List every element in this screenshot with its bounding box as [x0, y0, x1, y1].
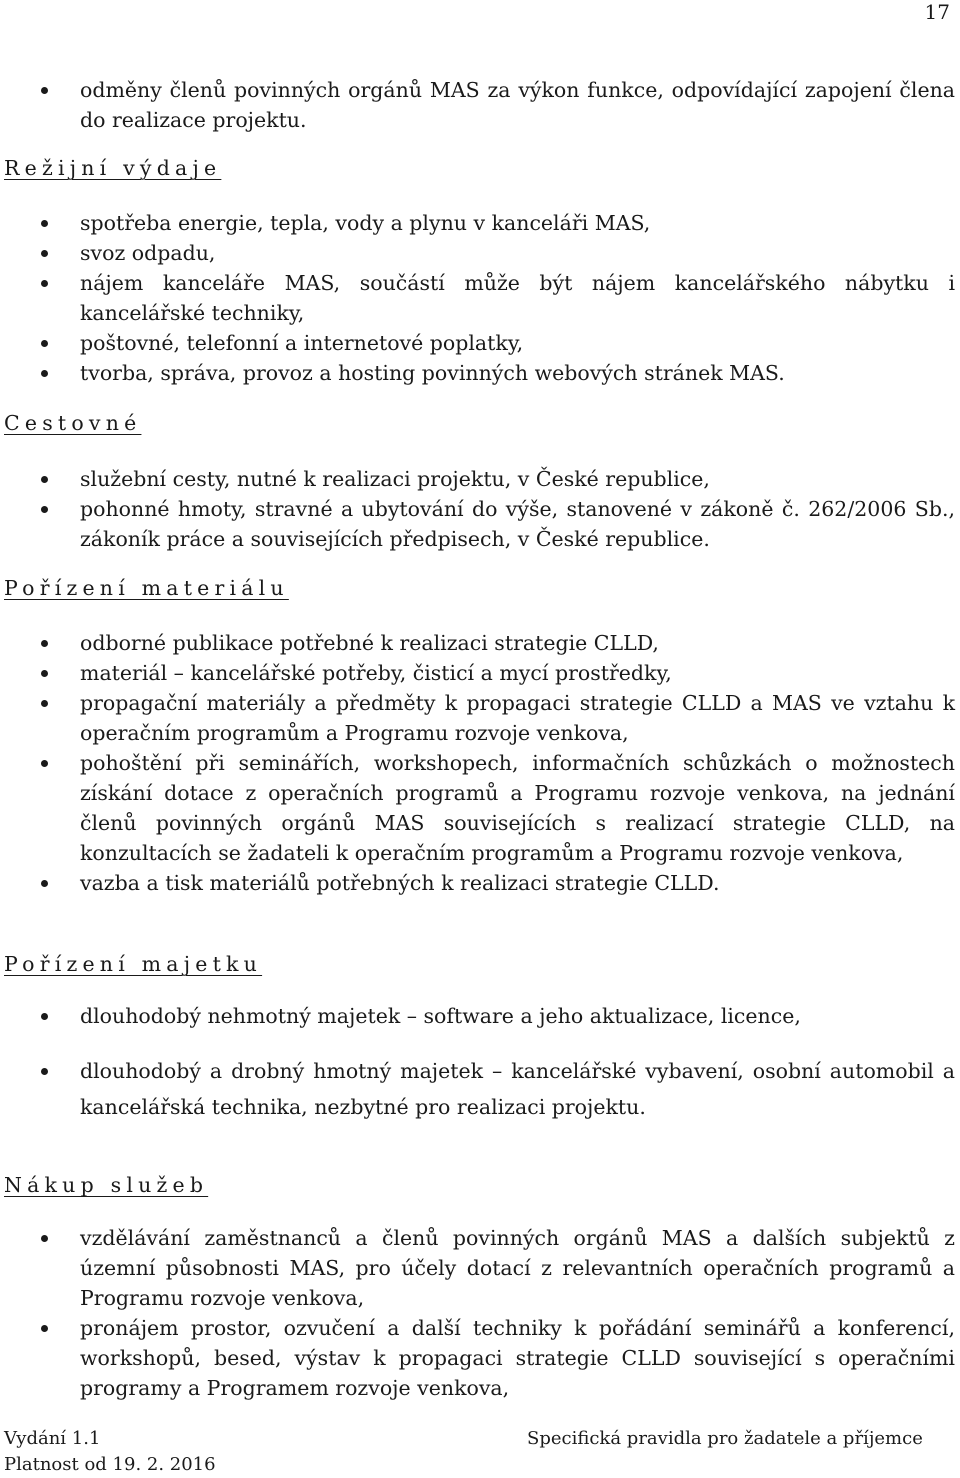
overheads-list-block	[0, 208, 960, 388]
list-item	[0, 75, 960, 135]
page-number: 17	[924, 0, 950, 24]
list-item	[0, 358, 960, 388]
footer-left	[4, 1426, 216, 1478]
list-item-text: pohonné hmoty, stravné a ubytování do výše, stanovené v zákoně č. 262/2006 Sb., zákoník práce a souvisejících předpisech, v České republice.	[80, 497, 955, 551]
section-heading-overheads: Režijní výdaje	[4, 156, 222, 180]
bullet-icon	[41, 1325, 48, 1332]
assets-list-block	[0, 1001, 960, 1125]
materials-list-block	[0, 628, 960, 898]
overheads-list	[0, 208, 960, 388]
footer-valid-from: Platnost od 19. 2. 2016	[4, 1454, 216, 1475]
list-item	[0, 1223, 960, 1313]
list-item	[0, 238, 960, 268]
footer-document-title: Specifická pravidla pro žadatele a příjemce	[527, 1428, 923, 1449]
section-heading-materials: Pořízení materiálu	[4, 576, 289, 600]
list-item	[0, 464, 960, 494]
section-heading-assets: Pořízení majetku	[4, 952, 263, 976]
bullet-icon	[41, 280, 48, 287]
bullet-icon	[41, 87, 48, 94]
list-item	[0, 1053, 960, 1125]
list-item-text: odměny členů povinných orgánů MAS za výkon funkce, odpovídající zapojení člena do realizace projektu.	[80, 78, 955, 132]
list-item	[0, 628, 960, 658]
footer-version: Vydání 1.1	[4, 1428, 101, 1449]
list-item-text: pronájem prostor, ozvučení a další techniky k pořádání seminářů a konferencí, workshopů, besed, výstav k propagaci strategie CLLD související s operačními programy a Programem rozvoje venkova,	[80, 1316, 955, 1400]
materials-list	[0, 628, 960, 898]
list-item-text: dlouhodobý a drobný hmotný majetek – kancelářské vybavení, osobní automobil a kancelářská technika, nezbytné pro realizaci projektu.	[80, 1059, 955, 1119]
list-item-text: služební cesty, nutné k realizaci projektu, v České republice,	[80, 467, 710, 491]
list-item	[0, 328, 960, 358]
list-item-text: vzdělávání zaměstnanců a členů povinných orgánů MAS a dalších subjektů z územní působnosti MAS, pro účely dotací z relevantních operačních programů a Programu rozvoje venkova,	[80, 1226, 955, 1310]
bullet-icon	[41, 880, 48, 887]
bullet-icon	[41, 476, 48, 483]
list-item	[0, 1001, 960, 1031]
list-item-text: odborné publikace potřebné k realizaci strategie CLLD,	[80, 631, 659, 655]
bullet-icon	[41, 250, 48, 257]
travel-list-block	[0, 464, 960, 554]
list-item	[0, 208, 960, 238]
bullet-icon	[41, 640, 48, 647]
section-heading-travel: Cestovné	[4, 411, 142, 435]
list-item-text: propagační materiály a předměty k propagaci strategie CLLD a MAS ve vztahu k operačním programům a Programu rozvoje venkova,	[80, 691, 955, 745]
intro-list	[0, 75, 960, 135]
list-item-text: dlouhodobý nehmotný majetek – software a jeho aktualizace, licence,	[80, 1004, 801, 1028]
bullet-icon	[41, 370, 48, 377]
services-list	[0, 1223, 960, 1403]
list-item-text: vazba a tisk materiálů potřebných k realizaci strategie CLLD.	[80, 871, 720, 895]
list-item	[0, 494, 960, 554]
assets-list	[0, 1001, 960, 1125]
intro-list-block	[0, 75, 960, 135]
bullet-icon	[41, 1013, 48, 1020]
list-item-text: tvorba, správa, provoz a hosting povinných webových stránek MAS.	[80, 361, 785, 385]
bullet-icon	[41, 340, 48, 347]
list-item-text: spotřeba energie, tepla, vody a plynu v kanceláři MAS,	[80, 211, 651, 235]
list-item	[0, 1313, 960, 1403]
list-item-text: materiál – kancelářské potřeby, čisticí a mycí prostředky,	[80, 661, 672, 685]
list-item-text: pohoštění při seminářích, workshopech, informačních schůzkách o možnostech získání dotace z operačních programů a Programu rozvoje venkova, na jednání členů povinných orgánů MAS souvisejících s realizací strategie CLLD, na konzultacích se žadateli k operačním programům a Programu rozvoje venkova,	[80, 751, 955, 865]
list-item-text: nájem kanceláře MAS, součástí může být nájem kancelářského nábytku i kancelářské techniky,	[80, 271, 955, 325]
bullet-icon	[41, 506, 48, 513]
list-item	[0, 868, 960, 898]
travel-list	[0, 464, 960, 554]
list-item-text: poštovné, telefonní a internetové poplatky,	[80, 331, 524, 355]
services-list-block	[0, 1223, 960, 1403]
bullet-icon	[41, 700, 48, 707]
bullet-icon	[41, 1068, 48, 1075]
bullet-icon	[41, 760, 48, 767]
bullet-icon	[41, 1235, 48, 1242]
list-item-text: svoz odpadu,	[80, 241, 216, 265]
bullet-icon	[41, 220, 48, 227]
section-heading-services: Nákup služeb	[4, 1173, 209, 1197]
list-item	[0, 268, 960, 328]
bullet-icon	[41, 670, 48, 677]
list-item	[0, 688, 960, 748]
list-item	[0, 748, 960, 868]
list-item	[0, 658, 960, 688]
